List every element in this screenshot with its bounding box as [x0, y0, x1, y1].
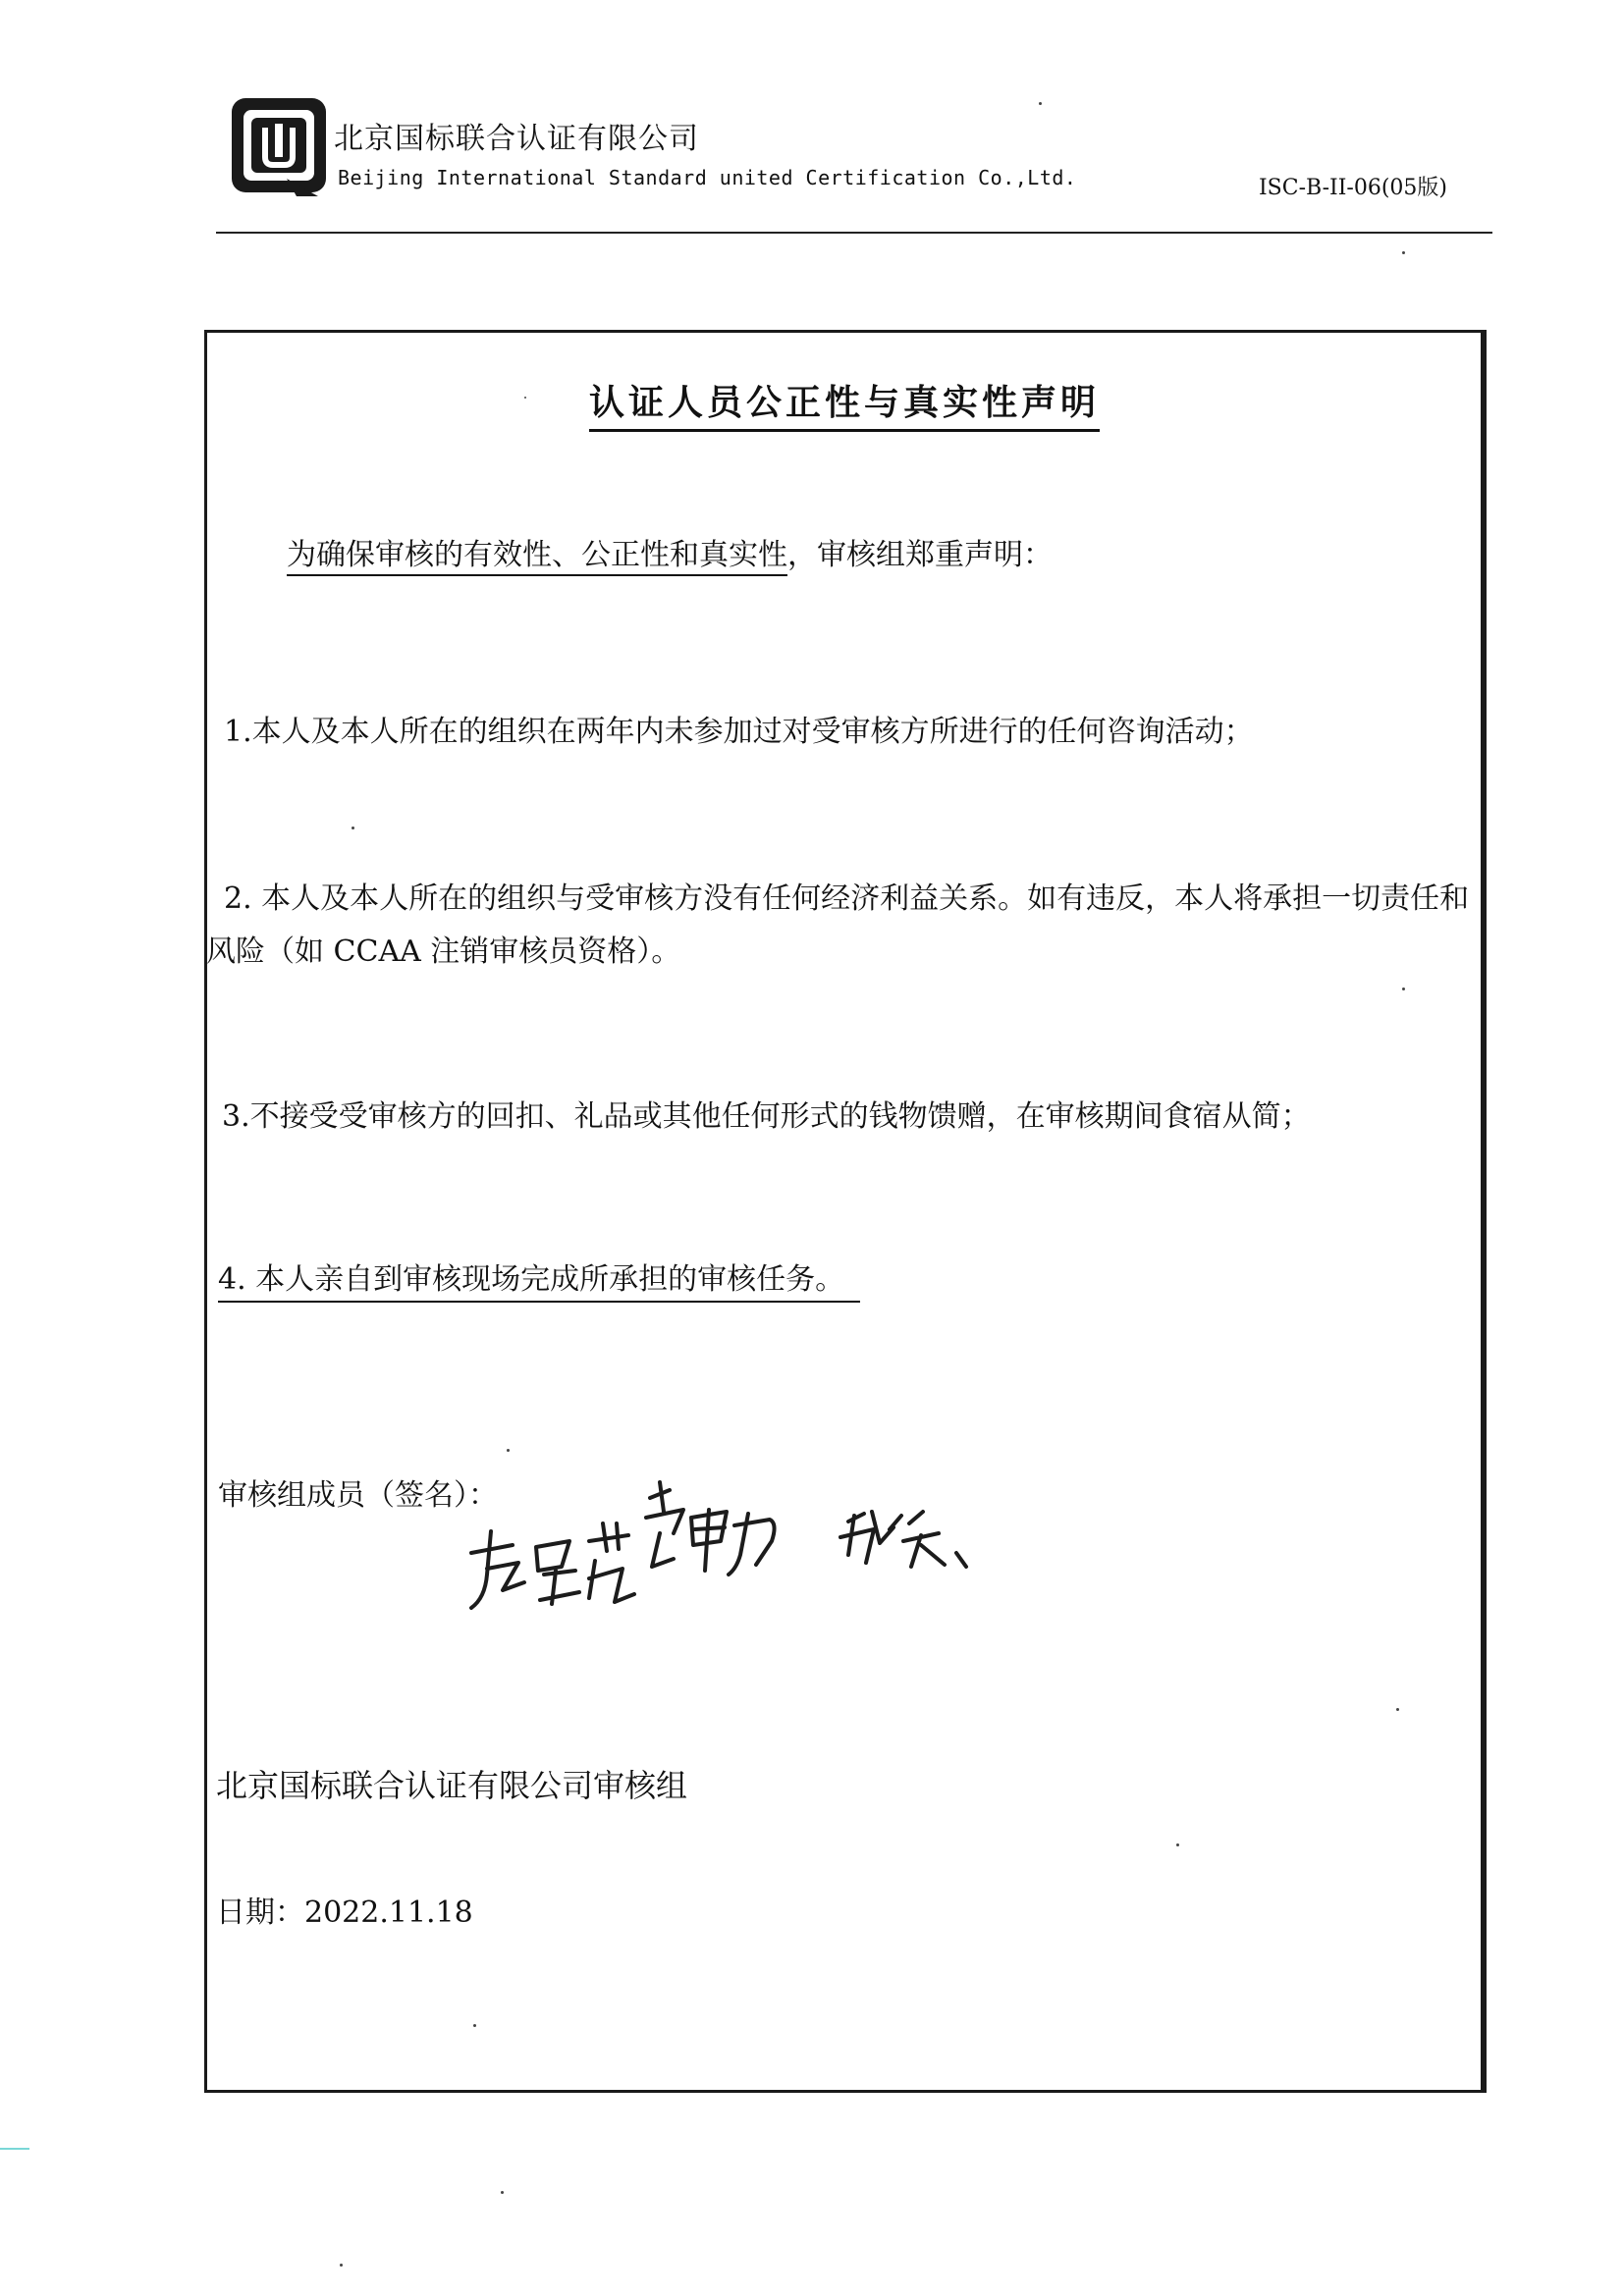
scan-speck: [352, 827, 354, 829]
scan-speck: [1176, 1843, 1179, 1846]
scan-speck: [473, 2024, 476, 2027]
scan-speck: [1402, 251, 1405, 254]
form-code: ISC-B-II-06(05版): [1258, 176, 1447, 200]
signature-1: [471, 1523, 634, 1608]
declaration-item-2-line-2: 风险（如 CCAA 注销审核员资格）。: [206, 934, 681, 969]
signature-2: [646, 1482, 775, 1575]
members-signature-label: 审核组成员（签名）：: [218, 1478, 498, 1513]
declaration-item-4: 4. 本人亲自到审核现场完成所承担的审核任务。: [218, 1255, 860, 1303]
company-logo: [228, 94, 330, 200]
declaration-frame: [204, 330, 1487, 2093]
header-divider: [216, 232, 1492, 234]
date-value: 2022.11.18: [304, 1896, 473, 1930]
declaration-item-2-line-1: 2. 本人及本人所在的组织与受审核方没有任何经济利益关系。如有违反，本人将承担一切责任和: [224, 881, 1470, 916]
intro-underlined: 为确保审核的有效性、公正性和真实性: [287, 538, 787, 576]
frame-right-edge: [1481, 333, 1484, 2090]
scan-speck: [1039, 102, 1042, 105]
audit-team-name: 北京国标联合认证有限公司审核组: [216, 1767, 688, 1804]
scan-speck: [524, 397, 526, 399]
date-line: [216, 1888, 473, 1931]
scan-speck: [1402, 988, 1405, 990]
declaration-item-1: 1.本人及本人所在的组织在两年内未参加过对受审核方所进行的任何咨询活动；: [224, 715, 1254, 749]
scan-speck: [1396, 1708, 1399, 1711]
scan-speck: [501, 2191, 504, 2194]
scan-speck: [507, 1449, 510, 1452]
company-name-cn: 北京国标联合认证有限公司: [334, 122, 699, 156]
document-title: 认证人员公正性与真实性声明: [589, 375, 1100, 432]
scan-margin-mark: [0, 2148, 29, 2150]
scan-speck: [340, 2264, 343, 2267]
company-name-en: Beijing International Standard united Certification Co.,Ltd.: [338, 166, 1077, 189]
date-label: 日期：: [216, 1896, 304, 1930]
intro-statement: [287, 530, 1053, 573]
signature-3: [840, 1512, 966, 1567]
intro-rest: ，审核组郑重声明：: [787, 538, 1053, 572]
declaration-item-3: 3.不接受受审核方的回扣、礼品或其他任何形式的钱物馈赠，在审核期间食宿从简；: [222, 1099, 1311, 1134]
handwritten-signatures: [442, 1472, 992, 1620]
letterhead: [0, 0, 1624, 245]
